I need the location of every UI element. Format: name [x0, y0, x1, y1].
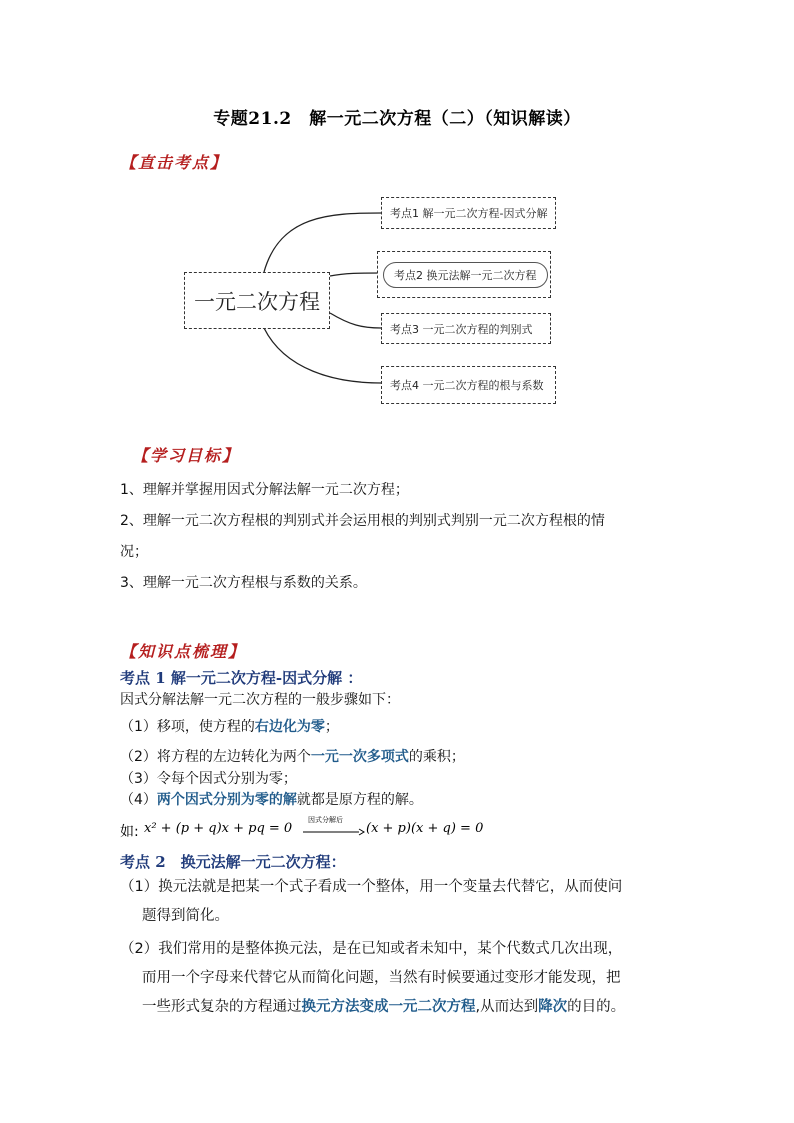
page-title: 专题21.2 解一元二次方程（二）（知识解读）	[213, 109, 581, 129]
mindmap-branch-3	[381, 313, 551, 344]
kp1-step-2-text: （2）将方程的左边转化为两个	[120, 749, 311, 765]
kp2-line-3-text: 一些形式复杂的方程通过	[142, 999, 302, 1015]
kp2-heading: 考点 2 换元法解一元二次方程：	[120, 853, 346, 871]
kp1-step-1	[120, 716, 339, 736]
kp1-step-2-highlight: 一元一次多项式	[310, 749, 409, 765]
goal-1: 1、理解并掌握用因式分解法解一元二次方程；	[120, 482, 409, 498]
kp2-line-3-end: 的目的。	[567, 999, 626, 1015]
kp2-item-1-line-2: 题得到简化。	[142, 908, 229, 924]
kp1-step-1-text: （1）移项，使方程的	[120, 719, 255, 735]
mindmap-root-label: 一元二次方程	[194, 289, 320, 314]
goal-2: 2、理解一元二次方程根的判别式并会运用根的判别式判别一元二次方程根的情	[120, 513, 605, 529]
kp1-step-1-end: ；	[324, 719, 339, 735]
example-prefix: 如:	[120, 824, 139, 840]
long-arrow-icon	[303, 827, 365, 837]
mindmap-branch-4-label: 考点4 一元二次方程的根与系数	[390, 379, 544, 392]
kp1-step-2	[120, 746, 465, 766]
mindmap-branch-4	[381, 366, 556, 404]
kp2-item-1	[120, 873, 622, 931]
kp2-item-2-line-3	[120, 993, 625, 1022]
kp2-item-1-line-1: （1）换元法就是把某一个式子看成一个整体，用一个变量去代替它，从而使问	[120, 879, 623, 895]
arrow-label: 因式分解后	[308, 816, 343, 824]
goal-3: 3、理解一元二次方程根与系数的关系。	[120, 575, 367, 591]
kp2-line-3-mid: ,从而达到	[475, 999, 539, 1015]
kp1-step-4-end: 就都是原方程的解。	[296, 792, 423, 808]
kp1-step-4-text: （4）	[120, 792, 157, 808]
example-rhs: (x + p)(x + q) = 0	[366, 821, 484, 836]
kp1-example	[120, 815, 500, 845]
mindmap-branch-1-label: 考点1 解一元二次方程-因式分解	[390, 207, 548, 220]
kp1-step-4-highlight: 两个因式分别为零的解	[156, 792, 297, 808]
kp1-intro: 因式分解法解一元二次方程的一般步骤如下：	[120, 692, 400, 708]
example-lhs: x² + (p + q)x + pq = 0	[144, 821, 293, 836]
kp2-line-3-highlight-1: 换元方法变成一元二次方程	[301, 999, 476, 1015]
mindmap-branch-2-label: 考点2 换元法解一元二次方程	[383, 262, 548, 288]
kp1-step-2-end: 的乘积；	[408, 749, 465, 765]
kp1-step-3: （3）令每个因式分别为零；	[120, 771, 297, 787]
goal-2-cont: 况；	[120, 544, 148, 560]
mindmap-branch-3-label: 考点3 一元二次方程的判别式	[390, 322, 533, 336]
mindmap-branch-2	[377, 251, 551, 298]
kp1-step-1-highlight: 右边化为零	[254, 719, 325, 735]
kp2-item-2-line-1: （2）我们常用的是整体换元法，是在已知或者未知中，某个代数式几次出现，	[120, 941, 623, 957]
section-heading-shuli: 【知识点梳理】	[120, 642, 247, 661]
mindmap-branch-1	[381, 197, 556, 229]
kp2-item-2-line-2: 而用一个字母来代替它从而简化问题，当然有时候要通过变形才能发现，把	[142, 970, 621, 986]
kp2-line-3-highlight-2: 降次	[538, 999, 568, 1015]
mindmap-root	[184, 272, 330, 329]
section-heading-mubiao: 【学习目标】	[132, 446, 241, 465]
kp1-step-4	[120, 789, 423, 809]
section-heading-kaodian: 【直击考点】	[120, 153, 229, 172]
kp2-item-2	[120, 935, 625, 1022]
kp1-heading: 考点 1 解一元二次方程-因式分解 ：	[120, 669, 363, 687]
